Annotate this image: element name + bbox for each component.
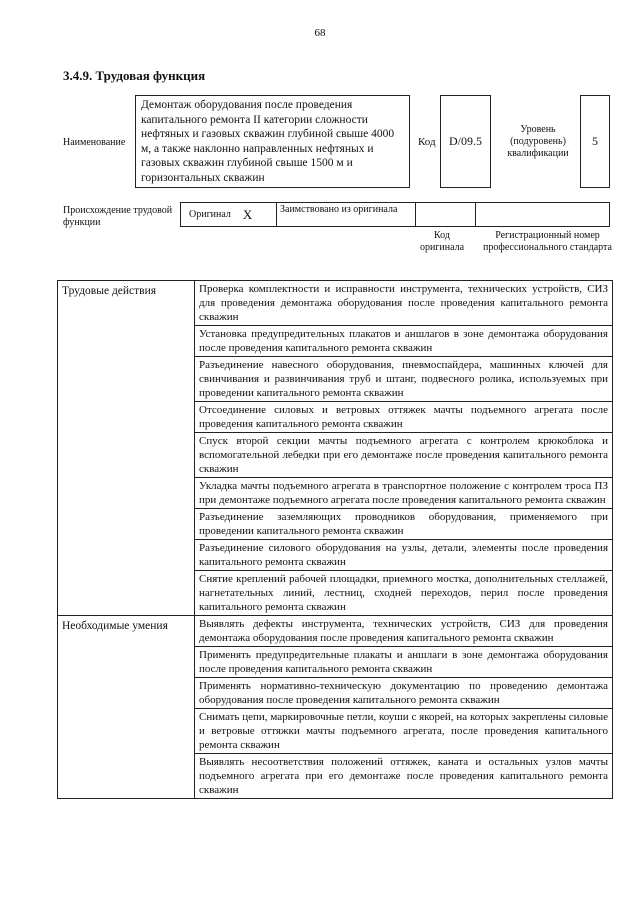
code-value: D/09.5	[440, 95, 491, 188]
origin-original-cell	[180, 202, 277, 227]
table-cell: Разъединение заземляющих проводников оборудования, применяемого при проведении капитального ремонта скважин	[195, 509, 613, 540]
reg-number-label: Регистрационный номер профессионального стандарта	[483, 230, 612, 253]
code-original-label: Код оригинала	[419, 230, 465, 253]
table-cell: Применять предупредительные плакаты и аншлаги в зоне демонтажа оборудования после проведения капитального ремонта скважин	[195, 647, 613, 678]
table-cell: Выявлять дефекты инструмента, технических устройств, СИЗ для проведения демонтажа оборудования после проведения капитального ремонта скважин	[195, 616, 613, 647]
table-cell: Укладка мачты подъемного агрегата в транспортное положение с контролем троса ПЗ при демонтаже подъемного агрегата после проведения капитального ремонта скважин	[195, 478, 613, 509]
original-label: Оригинал	[189, 209, 231, 220]
table-cell: Установка предупредительных плакатов и аншлагов в зоне демонтажа оборудования после проведения капитального ремонта скважин	[195, 326, 613, 357]
borrowed-label: Заимствовано из оригинала	[276, 202, 416, 227]
reg-number-cell	[475, 202, 610, 227]
section-title: 3.4.9. Трудовая функция	[63, 68, 206, 83]
table-cell: Отсоединение силовых и ветровых оттяжек мачты подъемного агрегата после проведения капитального ремонта скважин	[195, 402, 613, 433]
level-label: Уровень (подуровень) квалификации	[507, 124, 569, 159]
origin-row	[180, 202, 610, 227]
name-value: Демонтаж оборудования после проведения капитального ремонта II категории сложности нефтяных и газовых скважин глубиной свыше 4000 м, а также наклонно направленных нефтяных и газовых скважин глубиной свыше 1500 м и горизонтальных скважин	[135, 95, 410, 188]
category-required-skills: Необходимые умения	[58, 616, 195, 799]
name-label: Наименование	[63, 137, 126, 148]
table-row	[58, 616, 613, 647]
original-mark: X	[242, 206, 253, 222]
category-labor-actions: Трудовые действия	[58, 281, 195, 616]
origin-label: Происхождение трудовой функции	[63, 205, 173, 228]
code-label: Код	[418, 136, 436, 148]
table-cell: Применять нормативно-техническую документацию по проведению демонтажа оборудования после проведения капитального ремонта скважин	[195, 678, 613, 709]
table-cell: Выявлять несоответствия положений оттяжек, каната и остальных узлов мачты подъемного агрегата при его демонтаже после проведения капитального ремонта скважин	[195, 754, 613, 799]
level-value: 5	[580, 95, 610, 188]
table-cell: Спуск второй секции мачты подъемного агрегата с контролем крюкоблока и вспомогательной лебедки при его демонтаже после проведения капитального ремонта скважин	[195, 433, 613, 478]
original-code-cell	[415, 202, 476, 227]
table-cell: Снимать цепи, маркировочные петли, коуши с якорей, на которых закреплены силовые и ветровые оттяжки мачты подъемного агрегата, после проведения капитального ремонта скважин	[195, 709, 613, 754]
table-cell: Разъединение навесного оборудования, пневмоспайдера, машинных ключей для свинчивания и развинчивания труб и штанг, подвесного ролика, используемых при проведении капитального ремонта скважин	[195, 357, 613, 402]
table-row	[58, 281, 613, 326]
table-cell: Снятие креплений рабочей площадки, приемного мостка, дополнительных стеллажей, нагнетательных линий, лестниц, сходней переходов, перил после проведения капитального ремонта скважин	[195, 571, 613, 616]
table-cell: Проверка комплектности и исправности инструмента, технических устройств, СИЗ для проведения демонтажа оборудования после проведения капитального ремонта скважин	[195, 281, 613, 326]
table-cell: Разъединение силового оборудования на узлы, детали, элементы после проведения капитального ремонта скважин	[195, 540, 613, 571]
page-number: 68	[314, 27, 326, 39]
function-table	[57, 280, 613, 799]
